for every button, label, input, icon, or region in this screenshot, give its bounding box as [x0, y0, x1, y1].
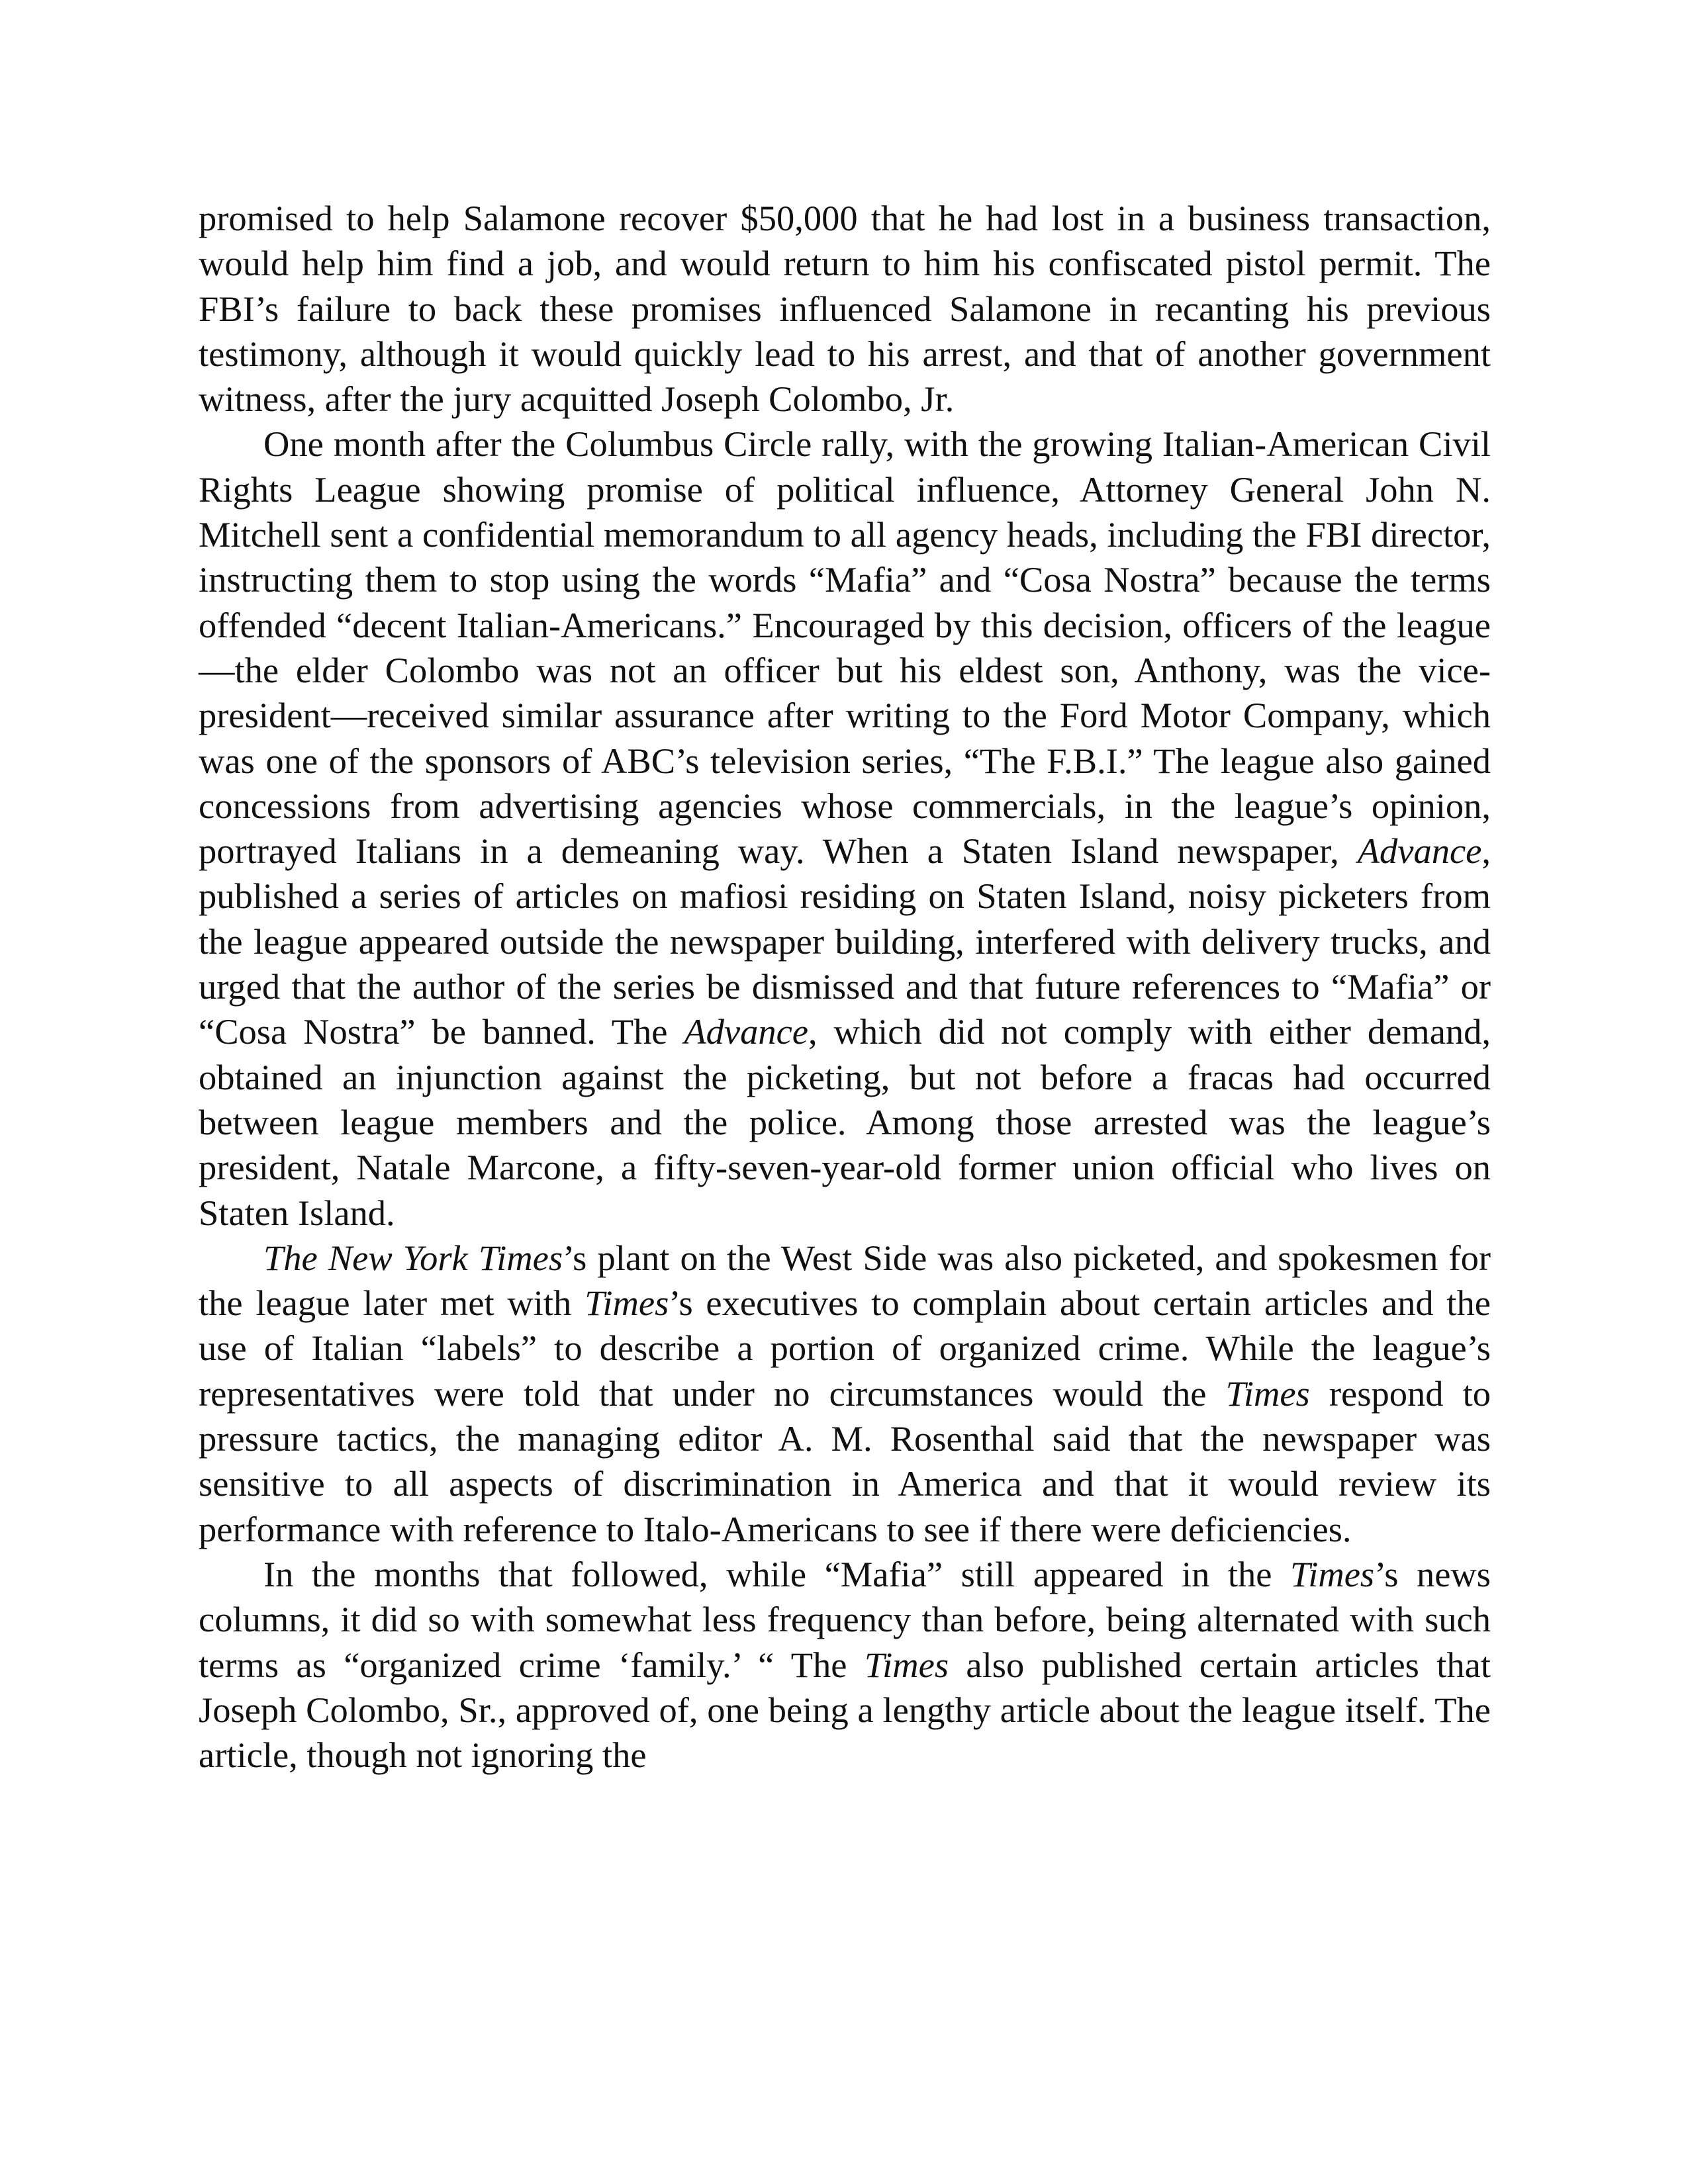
text-run: promised to help Salamone recover $50,000 that he had lost in a business transaction, would help him find a job, and would return to him his confiscated pistol permit. The FBI’s failure to back these promises influenced Salamone in recanting his previous testimony, although it would quickly lead to his arrest, and that of another government witness, after the jury acquitted Joseph Colombo, Jr.	[199, 198, 1491, 420]
italic-run-new-york-times: The New York Times	[263, 1237, 563, 1278]
italic-run-advance: Advance	[684, 1011, 809, 1052]
text-run: ’s news columns, it did so with somewhat less frequency than before, being alternated with such terms as “organized crime ‘family.’ “ The	[199, 1553, 1491, 1685]
text-run: ’s executives to complain about certain articles and the use of Italian “labels” to describe a portion of organized crime. While the league’s representatives were told that under no circumstances would the	[199, 1283, 1491, 1414]
text-run: One month after the Columbus Circle rally, with the growing Italian-American Civil Rights League showing promise of political influence, Attorney General John N. Mitchell sent a confidential memorandum to all agency heads, including the FBI director, instructing them to stop using the words “Mafia” and “Cosa Nostra” because the terms offended “decent Italian-Americans.” Encouraged by this decision, officers of the league—the elder Colombo was not an officer but his eldest son, Anthony, was the vice-president—received similar assurance after writing to the Ford Motor Company, which was one of the sponsors of ABC’s television series, “The F.B.I.” The league also gained concessions from advertising agencies whose commercials, in the league’s opinion, portrayed Italians in a demeaning way. When a Staten Island newspaper,	[199, 424, 1491, 872]
document-page	[199, 196, 1491, 1778]
italic-run-times: Times	[1289, 1553, 1375, 1594]
paragraph-times-picketed	[199, 1236, 1491, 1552]
italic-run-times: Times	[585, 1283, 669, 1324]
text-run: respond to pressure tactics, the managing editor A. M. Rosenthal said that the newspaper was sensitive to all aspects of discrimination in America and that it would review its performance with reference to Italo-Americans to see if there were deficiencies.	[199, 1373, 1491, 1549]
italic-run-times: Times	[1225, 1373, 1310, 1414]
paragraph-months-followed	[199, 1552, 1491, 1778]
paragraph-salamone	[199, 196, 1491, 422]
text-run: also published certain articles that Joseph Colombo, Sr., approved of, one being a lengthy article about the league itself. The article, though not ignoring the	[199, 1644, 1491, 1776]
text-run: In the months that followed, while “Mafia” still appeared in the	[263, 1553, 1290, 1594]
text-run: , which did not comply with either demand, obtained an injunction against the picketing, but not before a fracas had occurred between league members and the police. Among those arrested was the league’s president, Natale Marcone, a fifty-seven-year-old former union official who lives on Staten Island.	[199, 1011, 1491, 1233]
text-run: ’s plant on the West Side was also picketed, and spokesmen for the league later met with	[199, 1237, 1491, 1324]
italic-run-times: Times	[864, 1644, 949, 1685]
paragraph-mitchell-memorandum	[199, 422, 1491, 1235]
italic-run-advance: Advance	[1357, 831, 1482, 872]
text-run: , published a series of articles on mafiosi residing on Staten Island, noisy picketers from the league appeared outside the newspaper building, interfered with delivery trucks, and urged that the author of the series be dismissed and that future references to “Mafia” or “Cosa Nostra” be banned. The	[199, 831, 1491, 1052]
